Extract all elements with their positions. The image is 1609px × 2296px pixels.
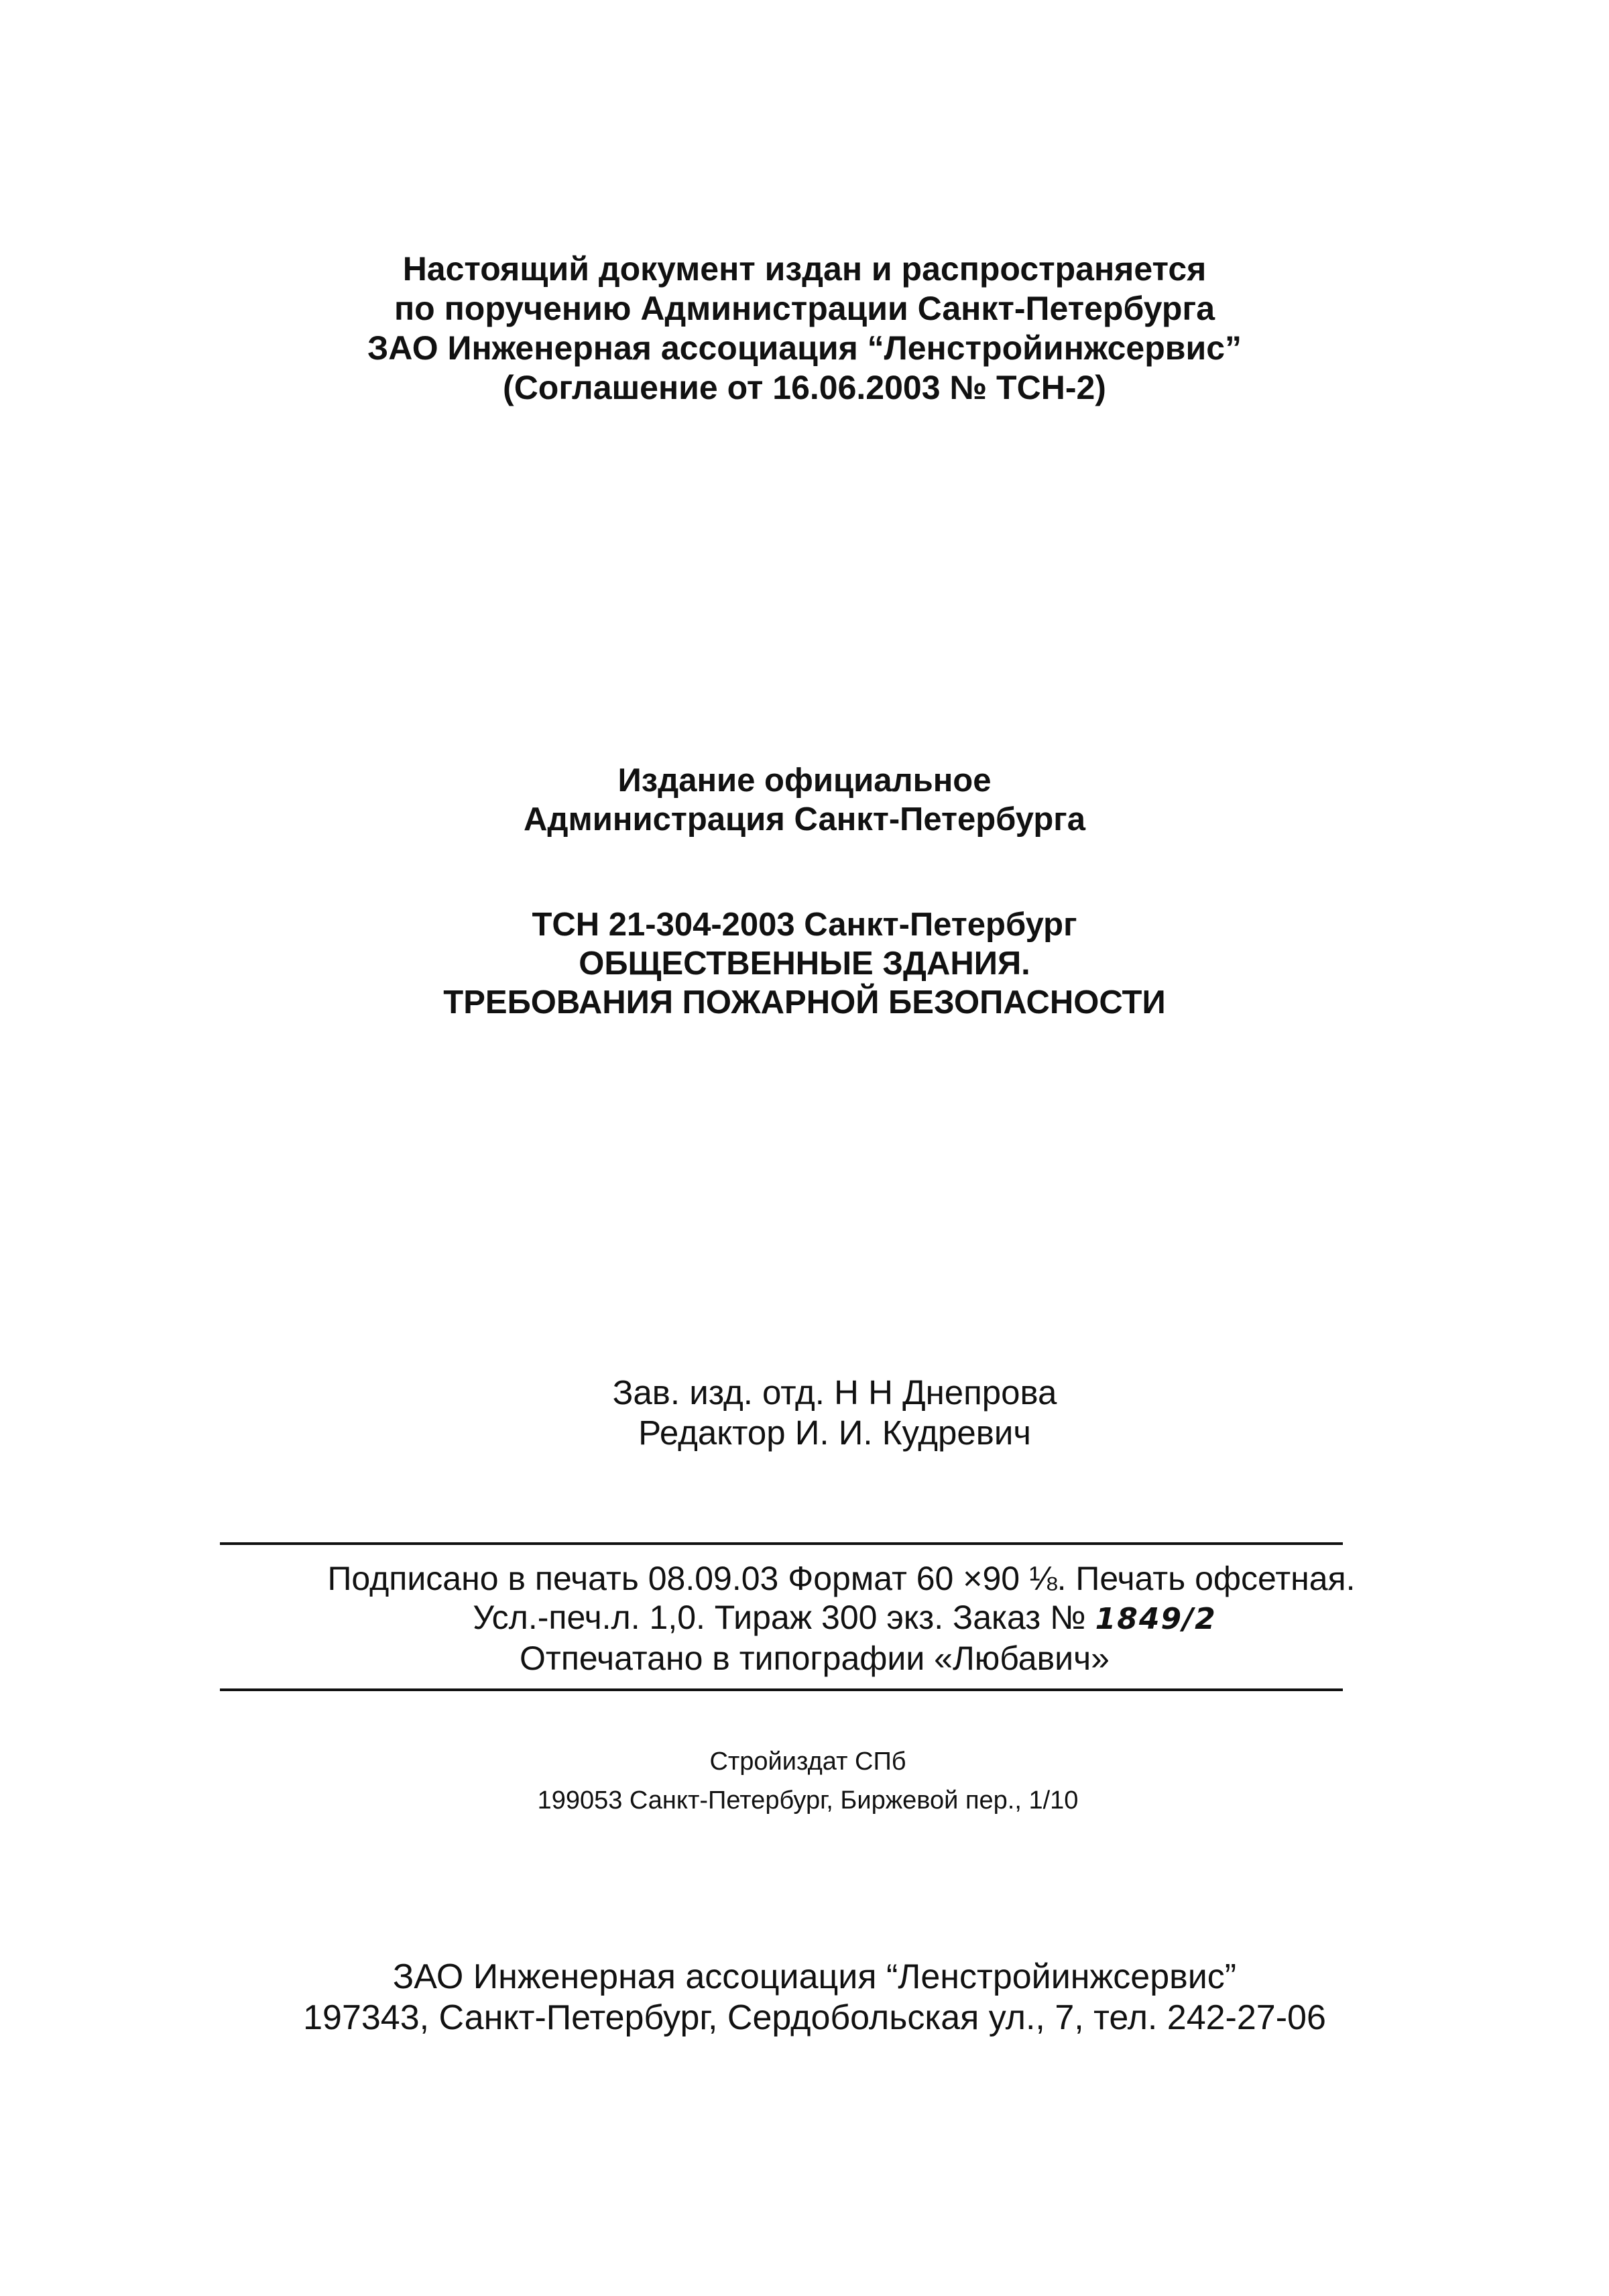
bottom-divider bbox=[220, 1688, 1343, 1691]
print-info-line-1: Подписано в печать 08.09.03 Формат 60 ×90 ⅛. Печать офсетная. bbox=[327, 1560, 1356, 1597]
document-title-block bbox=[0, 905, 1609, 1022]
top-divider bbox=[220, 1542, 1343, 1545]
notice-line-2: по поручению Администрации Санкт-Петербурга bbox=[394, 290, 1215, 327]
publisher-name: Стройиздат СПб bbox=[709, 1747, 906, 1776]
notice-line-1: Настоящий документ издан и распространяется bbox=[402, 250, 1207, 288]
document-code: ТСН 21-304-2003 Санкт-Петербург bbox=[532, 907, 1077, 943]
print-info-block bbox=[0, 1559, 1609, 1678]
order-number: 1849/2 bbox=[1095, 1602, 1217, 1636]
association-address: 197343, Санкт-Петербург, Сердобольская ул., 7, тел. 242-27-06 bbox=[303, 1998, 1326, 2037]
publisher-address: 199053 Санкт-Петербург, Биржевой пер., 1/10 bbox=[537, 1786, 1079, 1815]
department-head: Зав. изд. отд. Н Н Днепрова bbox=[612, 1373, 1057, 1412]
print-info-line-2-text: Усл.-печ.л. 1,0. Тираж 300 экз. Заказ № bbox=[473, 1599, 1086, 1636]
publisher-block bbox=[0, 1742, 1609, 1820]
notice-line-3: ЗАО Инженерная ассоциация “Ленстройинжсервис” bbox=[367, 329, 1242, 367]
document-title-line-1: ОБЩЕСТВЕННЫЕ ЗДАНИЯ. bbox=[579, 945, 1030, 982]
document-title-line-2: ТРЕБОВАНИЯ ПОЖАРНОЙ БЕЗОПАСНОСТИ bbox=[443, 984, 1166, 1021]
official-edition bbox=[0, 761, 1609, 839]
association-block bbox=[0, 1957, 1609, 2039]
print-info-line-2 bbox=[80, 1598, 1609, 1639]
official-edition-label: Издание официальное bbox=[617, 762, 992, 799]
editors-block bbox=[0, 1373, 1609, 1453]
association-name: ЗАО Инженерная ассоциация “Ленстройинжсервис” bbox=[392, 1957, 1237, 1996]
distribution-notice bbox=[0, 249, 1609, 408]
editor-name: Редактор И. И. Кудревич bbox=[638, 1414, 1031, 1452]
print-info-line-3: Отпечатано в типографии «Любавич» bbox=[520, 1640, 1110, 1677]
issuing-authority: Администрация Санкт-Петербурга bbox=[524, 801, 1085, 838]
notice-line-4: (Соглашение от 16.06.2003 № ТСН-2) bbox=[503, 369, 1106, 406]
